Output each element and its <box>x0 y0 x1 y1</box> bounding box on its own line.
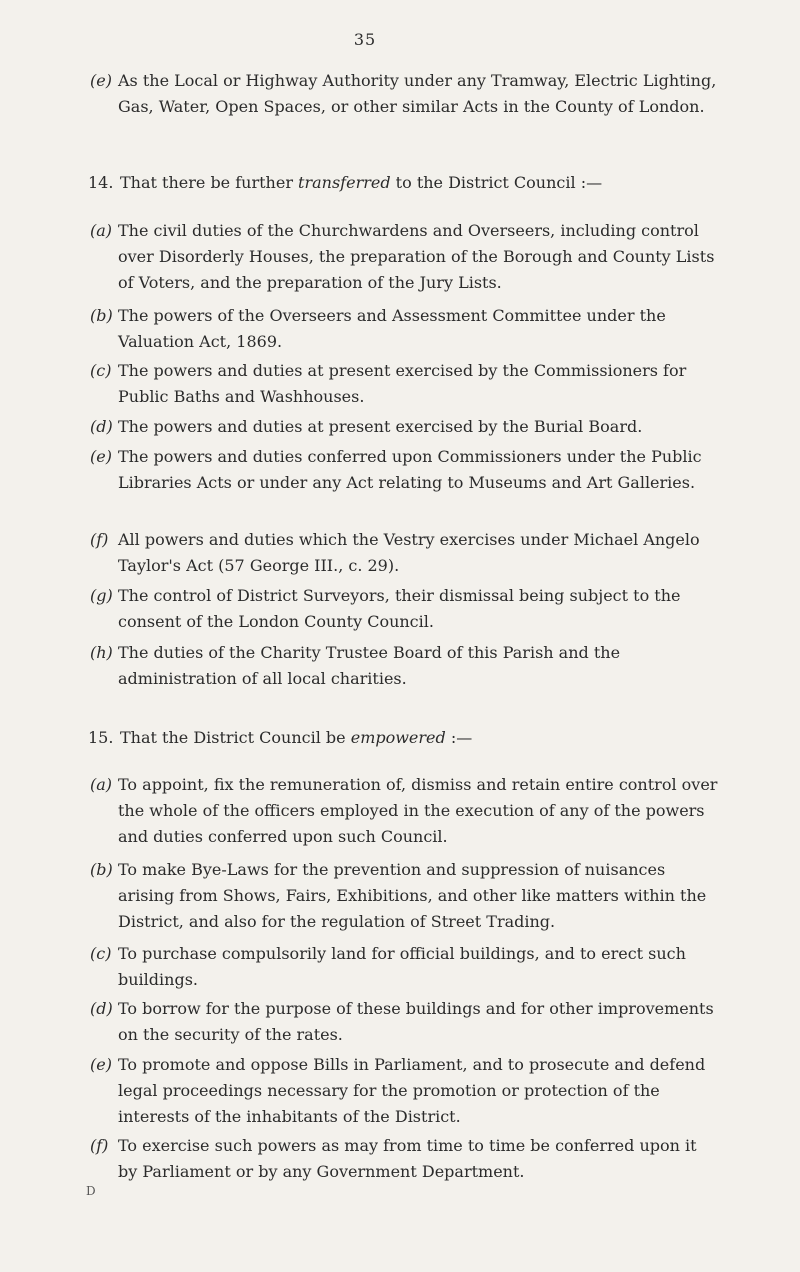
s14-item-a <box>90 218 718 296</box>
item-text: The civil duties of the Churchwardens and Overseers, including control over Disorderly Houses, the preparation of the Borough and County Lists of Voters, and the preparation of the Jury Lists. <box>118 221 715 292</box>
signature-mark: D <box>86 1184 96 1198</box>
s15-item-b <box>90 857 718 935</box>
s15-item-e <box>90 1052 718 1130</box>
item-text: The control of District Surveyors, their dismissal being subject to the consent of the London County Council. <box>118 586 681 631</box>
item-label: (a) <box>90 775 113 794</box>
item-label: (g) <box>90 586 113 605</box>
s14-item-c <box>90 358 718 410</box>
item-text: The powers of the Overseers and Assessment Committee under the Valuation Act, 1869. <box>118 306 666 351</box>
s14-item-b <box>90 303 718 355</box>
item-label: (f) <box>90 530 109 549</box>
s15-item-d <box>90 996 718 1048</box>
item-label: (e) <box>90 447 112 466</box>
item-label: (e) <box>90 71 112 90</box>
item-label: (e) <box>90 1055 112 1074</box>
item-text: To make Bye-Laws for the prevention and suppression of nuisances arising from Shows, Fairs, Exhibitions, and other like matters within the District, and also for the regulation of Street Trading. <box>118 860 707 931</box>
section-lead-emph: transferred <box>298 173 391 192</box>
section-lead-before: That there be further <box>120 173 299 192</box>
item-label: (c) <box>90 361 112 380</box>
item-label: (f) <box>90 1136 109 1155</box>
carryover-item-e <box>90 68 718 120</box>
section-14-heading <box>88 170 728 196</box>
section-lead-before: That the District Council be <box>120 728 351 747</box>
section-number: 15. <box>88 728 114 747</box>
page-number: 35 <box>353 30 377 49</box>
section-lead-emph: empowered <box>350 728 446 747</box>
item-text: The powers and duties at present exercised by the Burial Board. <box>118 417 643 436</box>
item-label: (d) <box>90 999 113 1018</box>
section-lead-after: to the District Council :— <box>390 173 603 192</box>
s14-item-g <box>90 583 718 635</box>
item-text: The duties of the Charity Trustee Board of this Parish and the administration of all local charities. <box>118 643 621 688</box>
item-text: To promote and oppose Bills in Parliament, and to prosecute and defend legal proceedings necessary for the promotion or protection of the interests of the inhabitants of the District. <box>118 1055 706 1126</box>
s14-item-e <box>90 444 718 496</box>
item-label: (a) <box>90 221 113 240</box>
section-lead-after: :— <box>445 728 473 747</box>
item-label: (h) <box>90 643 113 662</box>
item-text: As the Local or Highway Authority under any Tramway, Electric Lighting, Gas, Water, Open Spaces, or other similar Acts in the County of London. <box>118 71 717 116</box>
item-text: The powers and duties at present exercised by the Commissioners for Public Baths and Washhouses. <box>118 361 687 406</box>
item-label: (b) <box>90 306 113 325</box>
s15-item-c <box>90 941 718 993</box>
item-text: To purchase compulsorily land for official buildings, and to erect such buildings. <box>118 944 686 989</box>
item-text: All powers and duties which the Vestry exercises under Michael Angelo Taylor's Act (57 George III., c. 29). <box>118 530 700 575</box>
section-15-heading <box>88 725 728 751</box>
section-number: 14. <box>88 173 114 192</box>
s15-item-f <box>90 1133 718 1185</box>
item-label: (b) <box>90 860 113 879</box>
item-text: The powers and duties conferred upon Commissioners under the Public Libraries Acts or under any Act relating to Museums and Art Galleries. <box>118 447 702 492</box>
s14-item-f <box>90 527 718 579</box>
item-text: To exercise such powers as may from time to time be conferred upon it by Parliament or by any Government Department. <box>118 1136 697 1181</box>
item-text: To borrow for the purpose of these buildings and for other improvements on the security of the rates. <box>118 999 714 1044</box>
item-label: (d) <box>90 417 113 436</box>
item-text: To appoint, fix the remuneration of, dismiss and retain entire control over the whole of the officers employed in the execution of any of the powers and duties conferred upon such Council. <box>118 775 718 846</box>
item-label: (c) <box>90 944 112 963</box>
s15-item-a <box>90 772 718 850</box>
s14-item-h <box>90 640 718 692</box>
s14-item-d <box>90 414 718 440</box>
